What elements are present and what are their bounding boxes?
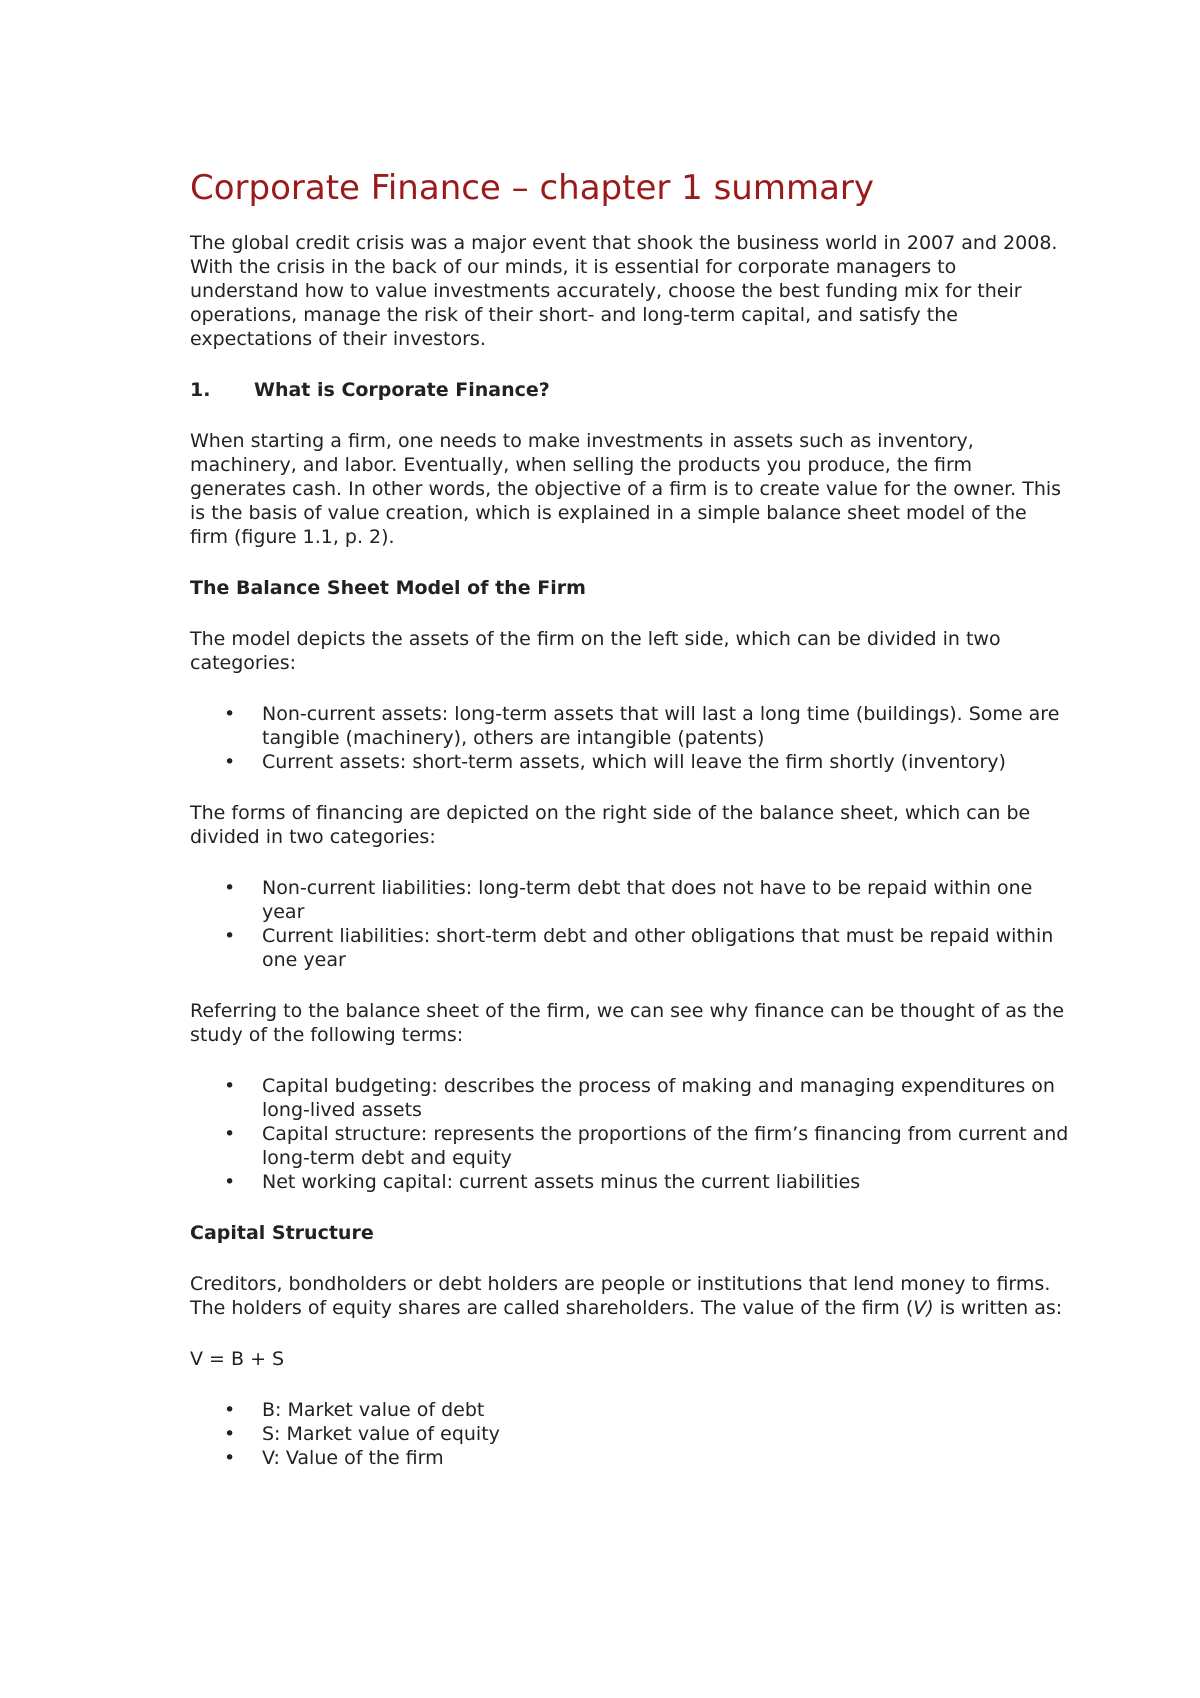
list-item: • S: Market value of equity (190, 1422, 1070, 1446)
list-item: • V: Value of the firm (190, 1446, 1070, 1470)
list-item: • Non-current assets: long-term assets that will last a long time (buildings). Some are tangible (machinery), others are intangible (patents) (190, 702, 1070, 750)
value-formula: V = B + S (190, 1347, 285, 1370)
definitions-list (190, 1398, 1070, 1470)
list-item: • Current liabilities: short-term debt and other obligations that must be repaid within one year (190, 924, 1070, 972)
capital-text-after: is written as: (933, 1296, 1063, 1319)
capital-text-before: Creditors, bondholders or debt holders are people or institutions that lend money to firms. The holders of equity shares are called shareholders. The value of the firm ( (190, 1272, 1051, 1319)
terms-list (190, 1074, 1070, 1194)
assets-intro-paragraph: The model depicts the assets of the firm on the left side, which can be divided in two categories: (190, 627, 1001, 674)
document-page (190, 168, 1070, 1497)
section-1-heading (190, 378, 1070, 402)
assets-list (190, 702, 1070, 774)
intro-paragraph: The global credit crisis was a major event that shook the business world in 2007 and 2008. With the crisis in the back of our minds, it is essential for corporate managers to understand how to value investments accurately, choose the best funding mix for their operations, manage the risk of their short- and long-term capital, and satisfy the expectations of their investors. (190, 231, 1058, 350)
capital-structure-paragraph (190, 1272, 1070, 1320)
list-item: • Current assets: short-term assets, which will leave the firm shortly (inventory) (190, 750, 1070, 774)
list-item: • Capital budgeting: describes the process of making and managing expenditures on long-lived assets (190, 1074, 1070, 1122)
section-1-title: What is Corporate Finance? (254, 378, 550, 401)
page-title: Corporate Finance – chapter 1 summary (190, 168, 875, 208)
section-1-paragraph: When starting a firm, one needs to make investments in assets such as inventory, machinery, and labor. Eventually, when selling the products you produce, the firm generates cash. In other words, the objective of a firm is to create value for the owner. This is the basis of value creation, which is explained in a simple balance sheet model of the firm (figure 1.1, p. 2). (190, 429, 1062, 548)
financing-list (190, 876, 1070, 972)
list-item: • Capital structure: represents the proportions of the firm’s financing from current and long-term debt and equity (190, 1122, 1070, 1170)
list-item: • Net working capital: current assets minus the current liabilities (190, 1170, 1070, 1194)
capital-text-italic: V) (913, 1296, 934, 1319)
section-1-number: 1. (190, 378, 211, 401)
list-item: • B: Market value of debt (190, 1398, 1070, 1422)
balance-sheet-heading: The Balance Sheet Model of the Firm (190, 576, 586, 599)
financing-intro-paragraph: The forms of financing are depicted on the right side of the balance sheet, which can be divided in two categories: (190, 801, 1031, 848)
terms-intro-paragraph: Referring to the balance sheet of the firm, we can see why finance can be thought of as the study of the following terms: (190, 999, 1065, 1046)
capital-structure-heading: Capital Structure (190, 1221, 374, 1244)
list-item: • Non-current liabilities: long-term debt that does not have to be repaid within one year (190, 876, 1070, 924)
